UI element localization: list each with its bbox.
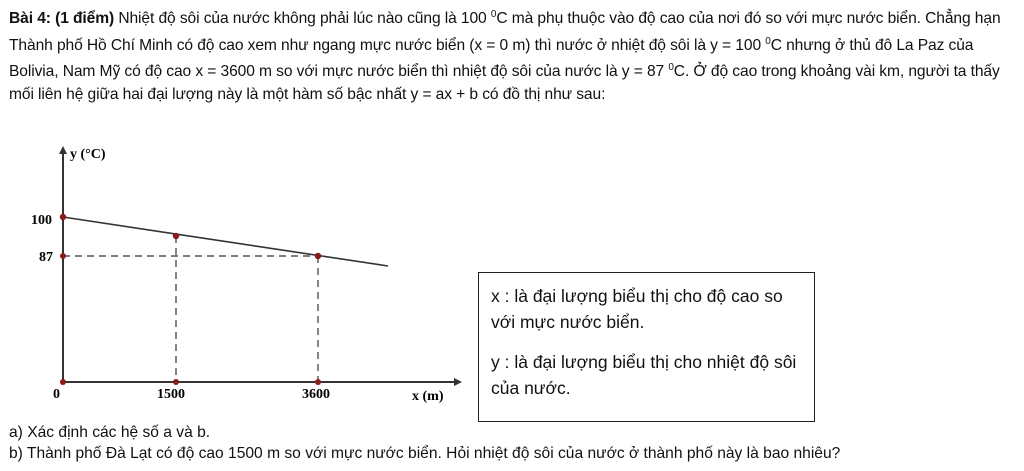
- point-y-87: [60, 253, 66, 259]
- x-tick-1500: 1500: [157, 387, 185, 402]
- function-line: [63, 217, 388, 266]
- origin-label: 0: [53, 387, 60, 402]
- x-axis-arrow: [454, 378, 462, 386]
- point-1500: [173, 233, 179, 239]
- point-x-1500: [173, 379, 179, 385]
- degree-mark-2: 0: [765, 35, 771, 47]
- degree-mark-1: 0: [490, 9, 497, 20]
- legend-y-description: y : là đại lượng biểu thị cho nhiệt độ sôi của nước.: [491, 352, 797, 398]
- y-axis-label: y (°C): [70, 147, 106, 162]
- y-tick-100: 100: [31, 213, 52, 228]
- problem-text-3: C nhưng ở thủ đô La Paz của Bolivia, Nam Mỹ có độ cao x = 3600 m so với mực nước biển thì nhiệt độ sôi của nước là y = 87: [9, 36, 974, 81]
- question-b: b) Thành phố Đà Lạt có độ cao 1500 m so với mực nước biển. Hỏi nhiệt độ sôi của nước ở thành phố này là bao nhiêu?: [9, 445, 841, 462]
- point-x-3600: [315, 379, 321, 385]
- problem-statement: [9, 4, 1015, 106]
- graph: [0, 140, 470, 422]
- x-tick-3600: 3600: [302, 387, 330, 402]
- problem-title: Bài 4: (1 điểm): [9, 10, 115, 28]
- x-axis-label: x (m): [412, 389, 444, 404]
- degree-mark-3: 0: [668, 62, 674, 74]
- point-origin: [60, 379, 66, 385]
- variable-legend-box: [478, 272, 815, 422]
- point-0-100: [60, 214, 66, 220]
- y-tick-87: 87: [39, 250, 53, 265]
- problem-text-2: C mà phụ thuộc vào độ cao của nơi đó so với mực nước biển. Chẳng hạn Thành phố Hồ Chí Minh có độ cao xem như ngang mực nước biển (x = 0 m) thì nước ở nhiệt độ sôi là y = 100: [9, 10, 1001, 54]
- legend-x-description: x : là đại lượng biểu thị cho độ cao so với mực nước biển.: [491, 286, 783, 332]
- problem-text-1: Nhiệt độ sôi của nước không phải lúc nào cũng là 100: [118, 10, 491, 28]
- problem-text-4: C. Ở độ cao trong khoảng vài km, người ta thấy mối liên hệ giữa hai đại lượng này là một hàm số bậc nhất y = ax + b có đồ thị như sau:: [9, 63, 1000, 103]
- point-3600-87: [315, 253, 321, 259]
- question-a: a) Xác định các hệ số a và b.: [9, 424, 211, 441]
- y-axis-arrow: [59, 146, 67, 154]
